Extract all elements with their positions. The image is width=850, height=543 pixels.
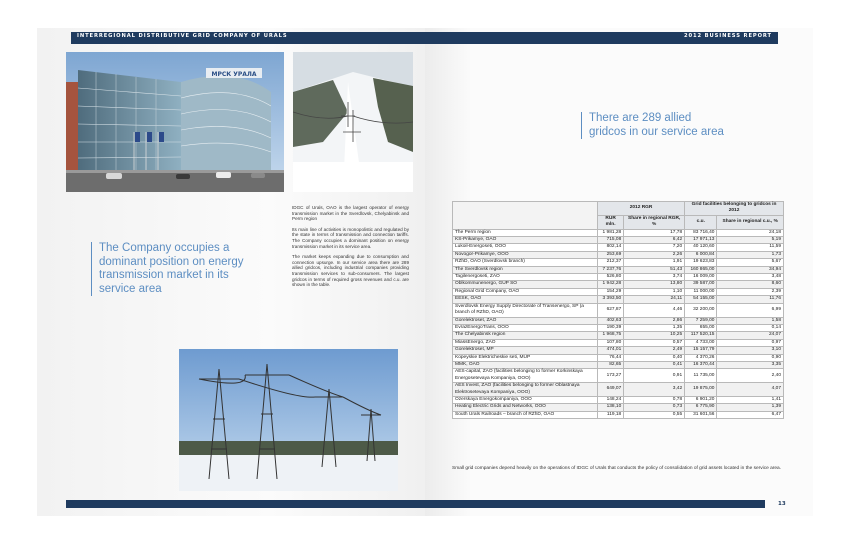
row-value: 7 259,00 <box>685 317 717 324</box>
row-value: 802,14 <box>598 244 624 251</box>
table-row <box>453 383 784 397</box>
row-value: 627,87 <box>598 303 624 317</box>
right-pull-quote: There are 289 allied gridcos in our service area <box>581 112 729 139</box>
row-value: 24,18 <box>717 229 784 236</box>
group-header-grid-facilities: Grid facilities belonging to gridcos in 2012 <box>685 202 784 216</box>
col-header-share-cu: Share in regional c.u., % <box>717 215 784 229</box>
table-row <box>453 361 784 368</box>
row-value: 11 000,00 <box>685 288 717 295</box>
table-row <box>453 411 784 418</box>
row-value: 4,46 <box>624 303 685 317</box>
row-value: 6 000,84 <box>685 251 717 258</box>
row-value: 3,35 <box>717 361 784 368</box>
table-row <box>453 347 784 354</box>
table-row <box>453 229 784 236</box>
row-value: 7 237,76 <box>598 266 624 273</box>
row-label: The Sverdlovsk region <box>453 266 598 273</box>
row-value: 19 875,00 <box>685 383 717 397</box>
row-label: Oblkommunenergo, GUP SO <box>453 281 598 288</box>
row-value: 2,39 <box>717 288 784 295</box>
row-value: 1 981,28 <box>598 229 624 236</box>
row-value: 31 601,56 <box>685 411 717 418</box>
row-value: 3,48 <box>717 274 784 281</box>
table-row <box>453 303 784 317</box>
right-footer-bar <box>425 500 765 508</box>
row-value: 3,74 <box>624 274 685 281</box>
row-label: Lukoil-Energoseti, OOO <box>453 244 598 251</box>
row-label: South Urals Railroads – branch of RZhD, OAO <box>453 411 598 418</box>
table-row <box>453 281 784 288</box>
row-value: 5,67 <box>717 259 784 266</box>
row-value: 2,86 <box>624 317 685 324</box>
row-label: Regional Grid Company, OAO <box>453 288 598 295</box>
table-row <box>453 244 784 251</box>
body-paragraph: The market keeps expanding due to consumption and connection upsurge. In our service area there are 289 allied gridcos, including industrial companies providing transmission services to sub-consumers. The largest gridcos in terms of required gross revenues and c.u. are shown in the table. <box>292 254 409 288</box>
row-value: 11,76 <box>717 296 784 303</box>
row-value: 54 155,00 <box>685 296 717 303</box>
row-value: 15 157,79 <box>685 347 717 354</box>
row-value: 402,63 <box>598 317 624 324</box>
table-row <box>453 296 784 303</box>
office-building-photo <box>66 52 284 192</box>
row-label: MiassEnergo, ZAO <box>453 339 598 346</box>
row-value: 1,91 <box>624 259 685 266</box>
row-label: Gorelektroset, ZAO <box>453 317 598 324</box>
row-value: 119,18 <box>598 411 624 418</box>
row-value: 1 968,75 <box>598 332 624 339</box>
row-label: Novogor-Prikamye, OOO <box>453 251 598 258</box>
row-label: MMK, OAO <box>453 361 598 368</box>
row-value: 715,08 <box>598 237 624 244</box>
row-value: 4 733,00 <box>685 339 717 346</box>
row-label: EvrazEnergoTrans, OOO <box>453 324 598 331</box>
row-value: 3,42 <box>624 383 685 397</box>
col-header-cu: c.u. <box>685 215 717 229</box>
table-row <box>453 237 784 244</box>
row-value: 6,99 <box>717 303 784 317</box>
row-value: 5,19 <box>717 237 784 244</box>
row-value: 2,40 <box>717 369 784 383</box>
row-value: 2,26 <box>624 251 685 258</box>
row-value: 6 775,90 <box>685 404 717 411</box>
row-value: 526,80 <box>598 274 624 281</box>
table-row <box>453 396 784 403</box>
row-value: 655,00 <box>685 324 717 331</box>
row-label: Tagilenergoseti, ZAO <box>453 274 598 281</box>
right-header-bar <box>425 32 778 44</box>
row-value: 173,27 <box>598 369 624 383</box>
row-value: 649,07 <box>598 383 624 397</box>
right-header-title: 2012 BUSINESS REPORT <box>683 33 772 39</box>
gridco-table <box>452 201 784 419</box>
row-value: 17,78 <box>624 229 685 236</box>
row-value: 1,10 <box>624 288 685 295</box>
row-value: 6 901,20 <box>685 396 717 403</box>
row-label: Ozerskaya Energokompaniya, OOO <box>453 396 598 403</box>
row-label: Heating Electric Grids and Networks, OOO <box>453 404 598 411</box>
row-label: AES-capital, ZAO (facilities belonging to former Korkinskaya Energosetevaya Kompaniya, OOO) <box>453 369 598 383</box>
row-value: 1,35 <box>624 324 685 331</box>
row-value: 17 971,13 <box>685 237 717 244</box>
body-text <box>292 205 409 293</box>
row-value: 0,91 <box>624 369 685 383</box>
table-row <box>453 259 784 266</box>
table-note: Small grid companies depend heavily on the operations of IDGC of Urals that conducts the policy of consolidation of grid assets located in the service area. <box>452 466 782 471</box>
transmission-towers-photo <box>179 349 398 491</box>
row-label: EESK, OAO <box>453 296 598 303</box>
table-corner <box>453 202 598 230</box>
row-value: 2,49 <box>624 347 685 354</box>
row-value: 1,41 <box>717 396 784 403</box>
left-header-bar <box>71 32 425 44</box>
row-value: 76,44 <box>598 354 624 361</box>
row-value: 148,24 <box>598 396 624 403</box>
row-value: 0,73 <box>624 404 685 411</box>
row-value: 0,90 <box>717 354 784 361</box>
row-label: AES Invest, ZAO (facilities belonging to former Oblastnaya Elektrosetevaya Kompaniya, OOO) <box>453 383 598 397</box>
row-value: 34,94 <box>717 266 784 273</box>
table-row <box>453 324 784 331</box>
row-value: 1,73 <box>717 251 784 258</box>
left-footer-bar <box>66 500 425 508</box>
row-value: 0,78 <box>624 396 685 403</box>
row-label: The Chelyabinsk region <box>453 332 598 339</box>
row-value: 154,29 <box>598 288 624 295</box>
table-row <box>453 251 784 258</box>
row-value: 107,80 <box>598 339 624 346</box>
row-label: The Perm region <box>453 229 598 236</box>
table-row <box>453 404 784 411</box>
row-label: KS-Prikamye, OAO <box>453 237 598 244</box>
row-value: 82,65 <box>598 361 624 368</box>
row-value: 0,97 <box>717 339 784 346</box>
body-paragraph: IDGC of Urals, OAO is the largest operator of energy transmission market in the Sverdlovsk, Chelyabinsk and Perm region <box>292 205 409 222</box>
row-value: 0,57 <box>624 339 685 346</box>
row-label: Gorelektroset, MP <box>453 347 598 354</box>
table-row <box>453 332 784 339</box>
row-value: 0,14 <box>717 324 784 331</box>
row-value: 11 735,00 <box>685 369 717 383</box>
row-value: 0,41 <box>624 361 685 368</box>
row-value: 0,55 <box>624 411 685 418</box>
row-label: Sverdlovsk Energy Supply Directorate of Transenergo, SP (a branch of RZhD, OAO) <box>453 303 598 317</box>
row-label: Kopeyskie Elektricheskie seti, MUP <box>453 354 598 361</box>
left-header-title: INTERREGIONAL DISTRIBUTIVE GRID COMPANY OF URALS <box>77 33 288 39</box>
row-value: 51,43 <box>624 266 685 273</box>
row-value: 16 370,44 <box>685 361 717 368</box>
table-row <box>453 274 784 281</box>
row-value: 1,39 <box>717 404 784 411</box>
left-page-number: 12 <box>66 501 74 507</box>
table-row <box>453 288 784 295</box>
row-value: 24,11 <box>624 296 685 303</box>
building-sign: МРСК УРАЛА <box>211 71 257 78</box>
row-value: 6,42 <box>624 237 685 244</box>
table-row <box>453 339 784 346</box>
row-value: 83 716,40 <box>685 229 717 236</box>
row-value: 39 587,00 <box>685 281 717 288</box>
row-value: 4 370,26 <box>685 354 717 361</box>
col-header-rur: RUR mln. <box>598 215 624 229</box>
col-header-share-rgr: Share in regional RGR, % <box>624 215 685 229</box>
table-row <box>453 354 784 361</box>
row-value: 190,39 <box>598 324 624 331</box>
row-label: RZhD, OAO (Sverdlovsk branch) <box>453 259 598 266</box>
row-value: 11,59 <box>717 244 784 251</box>
row-value: 4,07 <box>717 383 784 397</box>
left-pull-quote: The Company occupies a dominant position on energy transmission market in its service area <box>91 242 267 296</box>
row-value: 6,47 <box>717 411 784 418</box>
row-value: 13,80 <box>624 281 685 288</box>
row-value: 0,40 <box>624 354 685 361</box>
row-value: 117 520,15 <box>685 332 717 339</box>
row-value: 474,01 <box>598 347 624 354</box>
row-value: 1 942,28 <box>598 281 624 288</box>
row-value: 7,20 <box>624 244 685 251</box>
row-value: 8,60 <box>717 281 784 288</box>
body-paragraph: Its main line of activities is monopolistic and regulated by the state in terms of transmission and connection tariffs. The Company occupies a dominant position on energy transmission market in its service area. <box>292 226 409 249</box>
row-value: 3 393,50 <box>598 296 624 303</box>
group-header-rgr: 2012 RGR <box>598 202 685 216</box>
row-value: 212,37 <box>598 259 624 266</box>
row-value: 19 623,83 <box>685 259 717 266</box>
row-value: 16 009,00 <box>685 274 717 281</box>
row-value: 10,25 <box>624 332 685 339</box>
right-page-number: 13 <box>778 501 786 507</box>
row-value: 253,69 <box>598 251 624 258</box>
row-value: 32 200,00 <box>685 303 717 317</box>
row-value: 160 865,00 <box>685 266 717 273</box>
table-row <box>453 266 784 273</box>
row-value: 24,07 <box>717 332 784 339</box>
table-row <box>453 317 784 324</box>
table-row <box>453 369 784 383</box>
row-value: 1,58 <box>717 317 784 324</box>
row-value: 3,10 <box>717 347 784 354</box>
row-value: 138,10 <box>598 404 624 411</box>
row-value: 40 120,60 <box>685 244 717 251</box>
winter-powerline-photo <box>293 52 413 192</box>
